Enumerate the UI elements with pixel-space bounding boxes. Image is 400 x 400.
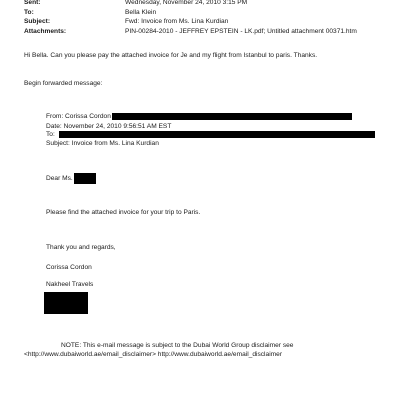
message-line1: Please find the attached invoice for your trip to Paris.: [46, 209, 201, 216]
signer-name: Corissa Cordon: [46, 264, 92, 271]
to-value: Bella Klein: [125, 9, 157, 16]
forwarded-date: Date: November 24, 2010 9:56:51 AM EST: [46, 123, 172, 130]
closing: Thank you and regards,: [46, 244, 116, 251]
signer-company: Nakheel Travels: [46, 281, 94, 288]
begin-forwarded-text: Begin forwarded message:: [24, 80, 103, 87]
redaction-recipient-name: [74, 173, 96, 184]
forwarded-subject: Subject: Invoice from Ms. Lina Kurdian: [46, 140, 159, 147]
subject-value: Fwd: Invoice from Ms. Lina Kurdian: [125, 18, 229, 25]
redaction-from-email: [112, 113, 352, 120]
subject-label: Subject:: [24, 18, 51, 25]
intro-text: Hi Bella. Can you please pay the attached invoice for Je and my flight from Istanbul to paris. Thanks.: [24, 52, 318, 59]
sent-label: Sent:: [24, 0, 41, 6]
attachments-value: PIN-00284-2010 - JEFFREY EPSTEIN - LK.pdf; Untitled attachment 00371.htm: [125, 28, 357, 35]
redaction-to-email: [59, 131, 375, 138]
to-label: To:: [24, 9, 34, 16]
attachments-label: Attachments:: [24, 28, 67, 35]
forwarded-to: To:: [46, 131, 55, 138]
redaction-signature-block: [44, 292, 88, 314]
sent-value: Wednesday, November 24, 2010 3:15 PM: [125, 0, 248, 6]
note-line2: <http://www.dubaiworld.ae/email_disclaimer> http://www.dubaiworld.ae/email_disclaimer: [24, 351, 283, 358]
forwarded-from: From: Corissa Cordon: [46, 113, 111, 120]
note-line1: NOTE: This e-mail message is subject to the Dubai World Group disclaimer see: [61, 342, 294, 349]
greeting: Dear Ms.: [46, 175, 73, 182]
